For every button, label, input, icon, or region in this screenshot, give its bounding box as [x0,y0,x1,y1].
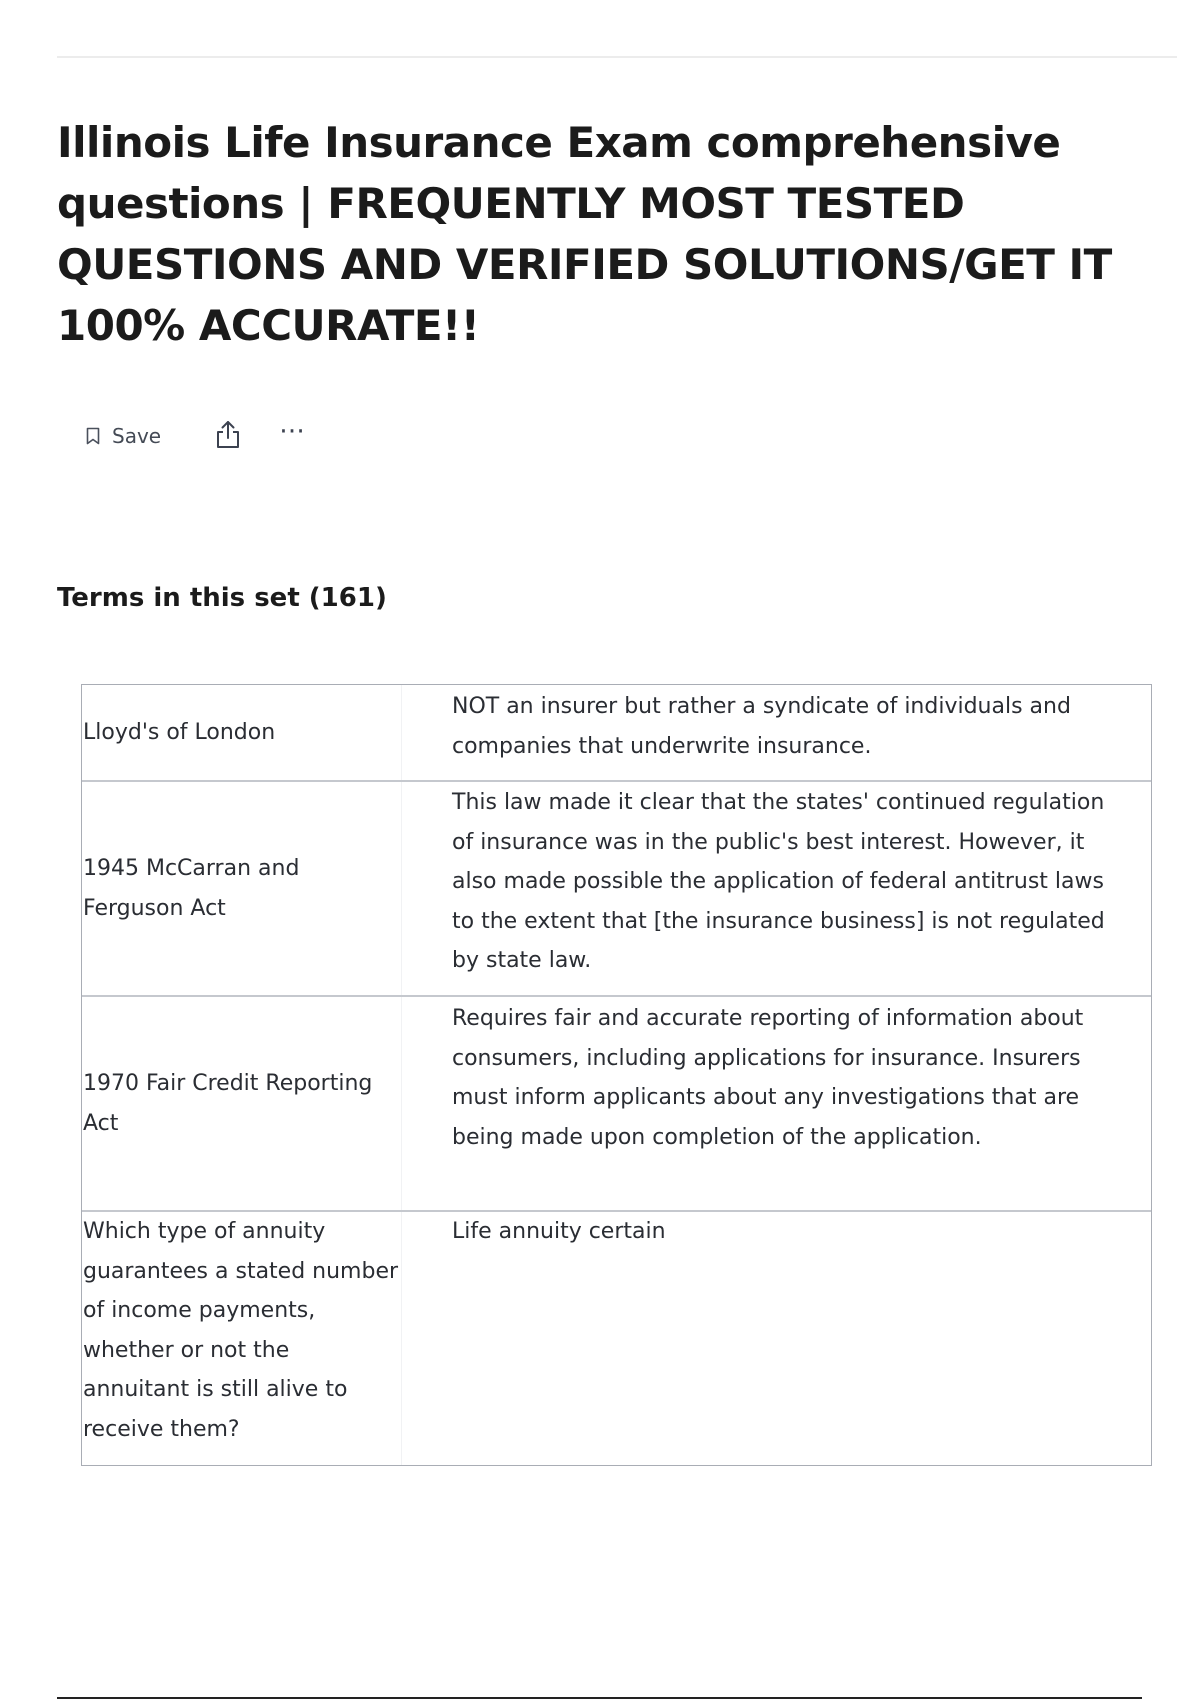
share-button[interactable] [215,419,241,454]
term-text: Which type of annuity guarantees a stated number of income payments, whether or not the annuitant is still alive to receive them? [82,1212,402,1465]
term-row[interactable] [82,997,1151,1212]
definition-text: This law made it clear that the states' continued regulation of insurance was in the public's best interest. However, it also made possible the application of federal antitrust laws to the extent that [the insurance business] is not regulated by state law. [452,790,1105,973]
terms-count-heading: Terms in this set (161) [57,583,387,613]
term-row[interactable] [82,782,1151,997]
term-text: 1970 Fair Credit Reporting Act [82,997,402,1210]
share-icon [215,419,241,454]
term-row[interactable] [82,1212,1151,1465]
bottom-divider [57,1697,1142,1699]
more-options-button[interactable]: ⋯ [279,416,307,446]
terms-table [81,684,1152,1466]
save-label: Save [112,424,162,448]
page-title: Illinois Life Insurance Exam comprehensive questions | FREQUENTLY MOST TESTED QUESTIONS AND VERIFIED SOLUTIONS/GET IT 100% ACCURATE!! [57,118,1112,350]
top-divider [57,56,1177,58]
definition-text: NOT an insurer but rather a syndicate of individuals and companies that underwrite insurance. [452,694,1071,759]
definition-text: Life annuity certain [452,1219,666,1244]
term-text: Lloyd's of London [82,685,402,780]
term-row[interactable] [82,685,1151,782]
definition-text: Requires fair and accurate reporting of information about consumers, including applications for insurance. Insurers must inform applicants about any investigations that are being made upon completion of the application. [452,1006,1084,1150]
save-button[interactable] [86,424,161,448]
bookmark-icon [86,427,100,445]
action-toolbar [86,418,306,454]
term-text: 1945 McCarran and Ferguson Act [82,782,402,995]
